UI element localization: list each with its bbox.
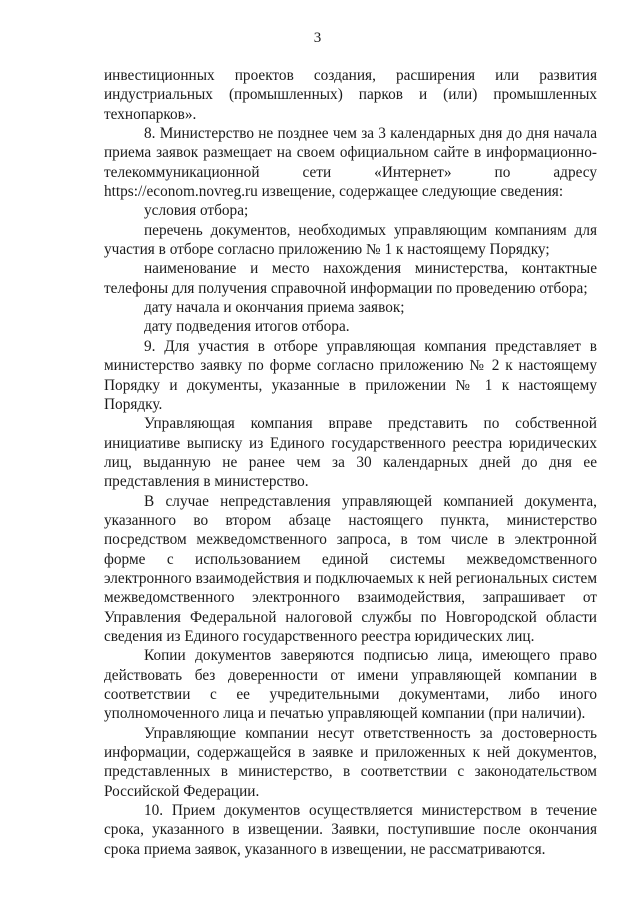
list-item-results-date: дату подведения итогов отбора.	[144, 318, 350, 336]
paragraph-item-10: 10. Прием документов осуществляется министерством в течение срока, указанного в извещении. Заявки, поступившие после окончания срока приема заявок, указанного в извещении, не рассматриваются.	[104, 802, 597, 858]
paragraph-item-9: 9. Для участия в отборе управляющая компания представляет в министерство заявку по форме согласно приложению № 2 к настоящему Порядку и документы, указанные в приложении № 1 к настоящему Порядку.	[104, 337, 597, 413]
list-item-documents-list: перечень документов, необходимых управляющим компаниям для участия в отборе согласно приложению № 1 к настоящему Порядку;	[104, 221, 597, 259]
paragraph-copies-certification: Копии документов заверяются подписью лица, имеющего право действовать без доверенности от имени управляющей компании в соответствии с ее учредительными документами, либо иного уполномоченного лица и печатью управляющей компании (при наличии).	[104, 647, 597, 723]
paragraph-registry-extract: Управляющая компания вправе представить по собственной инициативе выписку из Единого государственного реестра юридических лиц, выданную не ранее чем за 30 календарных дней до дня ее представления в министерство.	[104, 415, 597, 491]
paragraph-responsibility: Управляющие компании несут ответственность за достоверность информации, содержащейся в заявке и приложенных к ней документов, представленных в министерство, в соответствии с законодательством Российской Федерации.	[104, 724, 597, 800]
document-body	[104, 66, 597, 859]
page-number: 3	[313, 30, 322, 46]
paragraph-interagency-request: В случае непредставления управляющей компанией документа, указанного во втором абзаце настоящего пункта, министерство посредством межведомственного запроса, в том числе в электронной форме с использованием единой системы межведомственного электронного взаимодействия и подключаемых к ней региональных систем межведомственного электронного взаимодействия, запрашивает от Управления Федеральной налоговой службы по Новгородской области сведения из Единого государственного реестра юридических лиц.	[104, 492, 597, 645]
list-item-ministry-contacts: наименование и место нахождения министерства, контактные телефоны для получения справочной информации по проведению отбора;	[104, 260, 597, 297]
list-item-selection-conditions: условия отбора;	[144, 202, 249, 220]
list-item-application-dates: дату начала и окончания приема заявок;	[144, 299, 405, 317]
paragraph-item-8: 8. Министерство не позднее чем за 3 календарных дня до дня начала приема заявок размещает на своем официальном сайте в информационно-телекоммуникационной сети «Интернет» по адресу https://econom.novreg.ru извещение, содержащее следующие сведения:	[104, 125, 597, 201]
paragraph-continuation: инвестиционных проектов создания, расширения или развития индустриальных (промышленных) парков и (или) промышленных технопарков».	[104, 67, 597, 123]
